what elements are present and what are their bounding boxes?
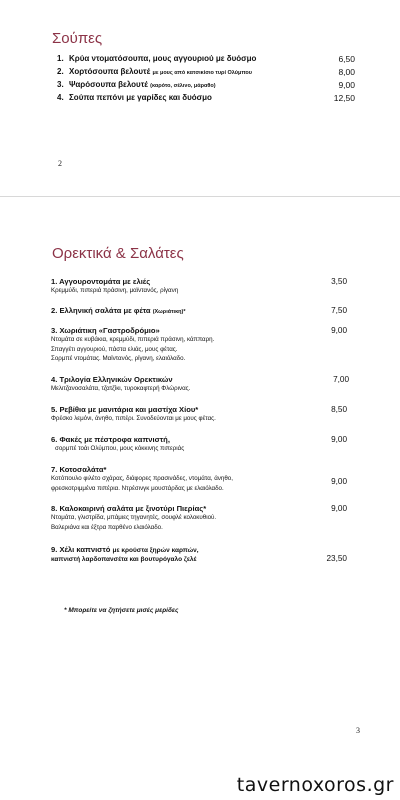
item-description: Ντομάτα σε κυβάκια, κρεμμύδι, πιπεριά πράσινη, κάππαρη. Σπαγγέτι αγγουριού, πάστα ελιάς, μους φέτας. Σορμπέ ντομάτας. Μαϊντανός, ρίγανη, ελαιόλαδο. [51, 336, 215, 362]
item-note: (καρότο, σέλινο, μάραθο) [150, 83, 216, 89]
item-price: 9,00 [331, 435, 347, 444]
item-name: Σούπα πεπόνι με γαρίδες και δυόσμο [69, 93, 212, 102]
page-number: 2 [58, 159, 62, 168]
item-name: 7. Κοτοσαλάτα* [51, 465, 107, 474]
appetizers-list [51, 277, 347, 577]
menu-item [51, 504, 347, 545]
item-price: 9,00 [331, 326, 347, 335]
item-number: 1. [57, 54, 64, 63]
item-number: 2. [57, 67, 64, 76]
item-note: με μους από κατσικίσιο τυρί Ολύμπου [152, 70, 252, 76]
item-price: 7,50 [331, 306, 347, 315]
item-name: 2. Ελληνική σαλάτα με φέτα (Χωριάτικη)* [51, 306, 186, 315]
item-name: Χορτόσουπα βελουτέ με μους από κατσικίσιο τυρί Ολύμπου [69, 67, 252, 76]
item-name: 3. Χωριάτικη «Γαστροδρόμιο» [51, 326, 160, 335]
soup-item [57, 93, 355, 106]
item-price: 3,50 [331, 277, 347, 286]
item-name: 9. Χέλι καπνιστό με κρούστα ξηρών καρπών, [51, 545, 199, 554]
item-description: Κρεμμύδι, πιπεριά πράσινη, μαϊντανός, ρίγανη [51, 287, 179, 294]
item-name: Κρύα ντοματόσουπα, μους αγγουριού με δυόσμο [69, 54, 257, 63]
half-portion-note: * Μπορείτε να ζητήσετε μισές μερίδες [64, 607, 179, 614]
item-name: 8. Καλοκαιρινή σαλάτα με ξινοτύρι Πιερίας* [51, 504, 207, 513]
menu-item [51, 435, 347, 465]
menu-item [51, 306, 347, 326]
item-description: Φρέσκο λεμόνι, άνηθο, πιπέρι. Συνοδεύονται με μους φέτας. [51, 415, 216, 422]
soup-item [57, 80, 355, 93]
menu-page-soups [0, 0, 400, 196]
menu-item [51, 545, 347, 577]
item-price: 8,50 [331, 405, 347, 414]
item-price: 8,00 [338, 67, 355, 77]
item-name: 1. Αγγουροντομάτα με ελιές [51, 277, 151, 286]
item-price: 7,00 [333, 375, 349, 384]
page-number: 3 [356, 726, 360, 735]
item-name: Ψαρόσουπα βελουτέ (καρότο, σέλινο, μάραθο) [69, 80, 216, 89]
item-name: 6. Φακές με πέστροφα καπνιστή, [51, 435, 170, 444]
menu-page-appetizers [0, 197, 400, 760]
item-number: 4. [57, 93, 64, 102]
menu-item [51, 465, 347, 504]
soup-item [57, 67, 355, 80]
item-name: 5. Ρεβίθια με μανιτάρια και μαστίχα Χίου* [51, 405, 199, 414]
menu-item [51, 326, 347, 375]
item-name-continued: καπνιστή λαρδοπανσέτα και βουτυρόγαλο ζελέ [51, 556, 197, 563]
appetizers-title: Ορεκτικά & Σαλάτες [52, 245, 184, 262]
item-description: Ντομάτα, γλιστρίδα, μπάμιες τηγανητές, σουφλέ κολοκυθιού. Βαλεριάνα και έξτρα παρθένο ελαιόλαδο. [51, 514, 217, 531]
item-number: 3. [57, 80, 64, 89]
footer [0, 760, 400, 800]
item-price: 12,50 [333, 93, 355, 103]
item-name: 4. Τριλογία Ελληνικών Ορεκτικών [51, 375, 173, 384]
soup-item [57, 54, 355, 67]
item-price: 9,00 [331, 504, 347, 513]
item-price: 23,50 [326, 554, 347, 563]
item-price: 9,00 [338, 80, 355, 90]
item-price: 9,00 [331, 477, 347, 486]
menu-item [51, 375, 347, 405]
item-description: σορμπέ τοάι Ολύμπου, μους κόκκινης πιπεριάς [55, 445, 185, 452]
item-description: Μελιτζανοσαλάτα, τζατζίκι, τυροκαφτερή Φλώρινας. [51, 385, 191, 392]
menu-item [51, 277, 347, 306]
site-watermark: tavernoxoros.gr [236, 774, 394, 796]
menu-item [51, 405, 347, 435]
item-price: 6,50 [338, 54, 355, 64]
soups-list [57, 54, 355, 106]
soups-title: Σούπες [52, 30, 103, 47]
item-description: Κοτόπουλο φιλέτο σχάρας, διάφορες πρασινάδες, ντομάτα, άνηθο, φρεσκοτριμμένα πιπέρια. Ντρέσινγκ μουστάρδας με ελαιόλαδο. [51, 475, 233, 492]
